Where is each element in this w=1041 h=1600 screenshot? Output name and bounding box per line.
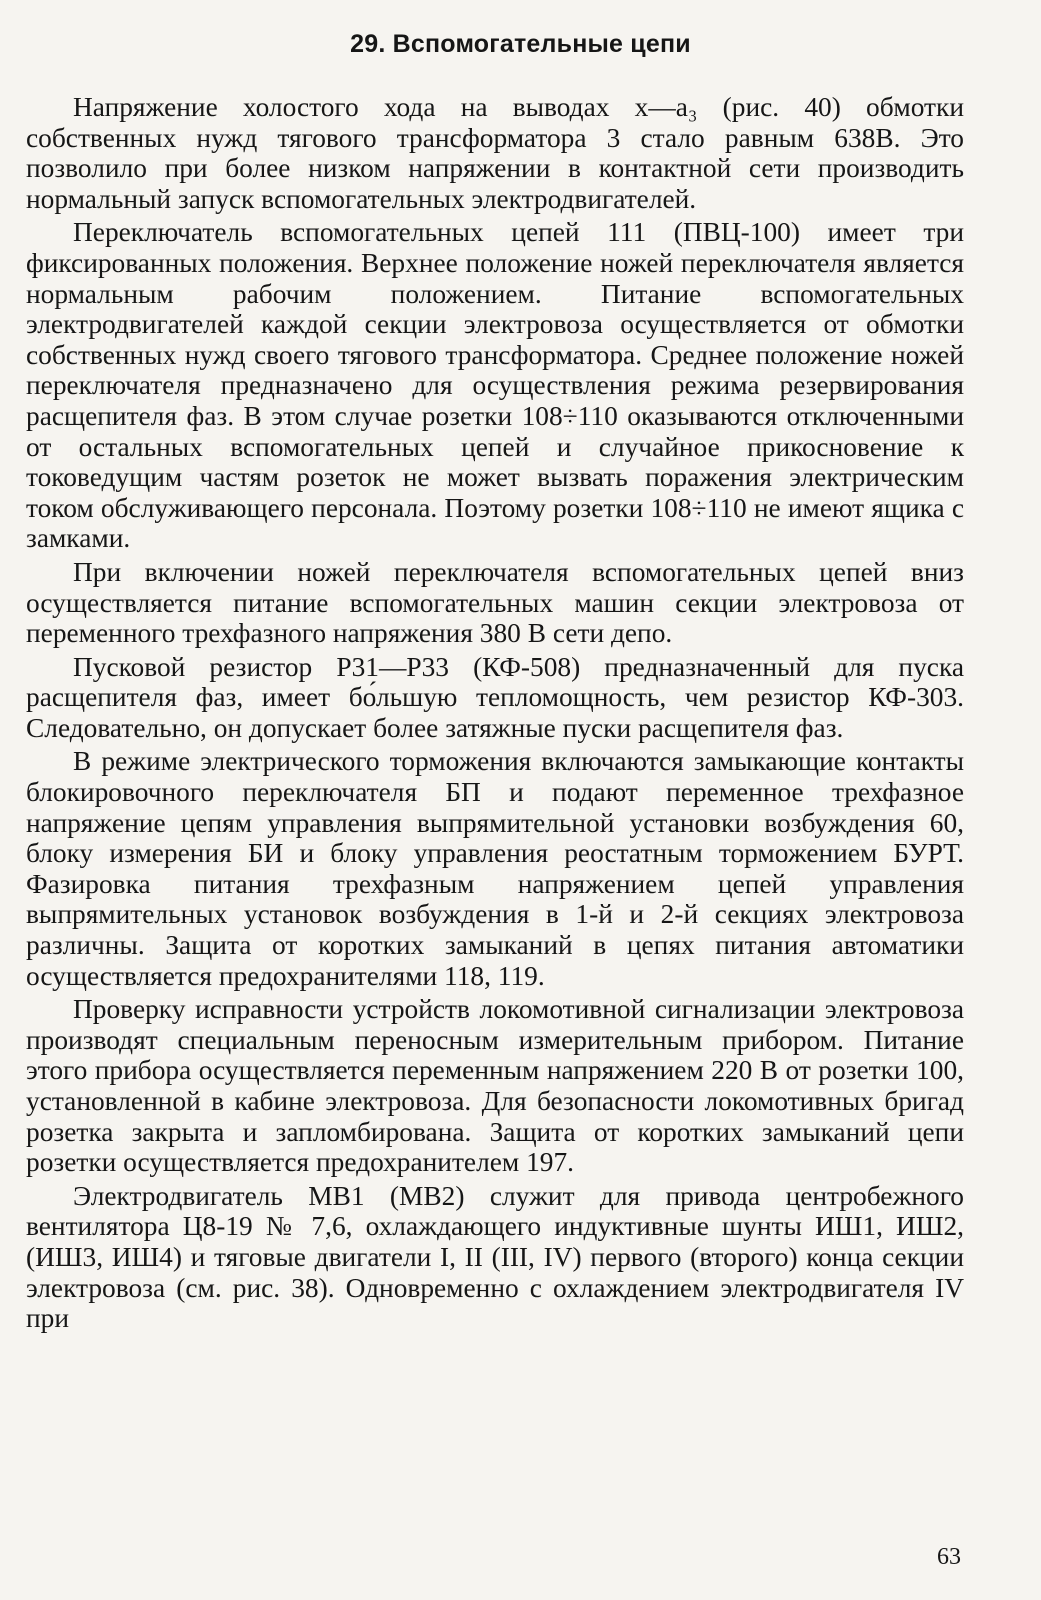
paragraph: Электродвигатель МВ1 (МВ2) служит для привода центробежного вентилятора Ц8-19 № 7,6, охлаждающего индуктивные шунты ИШ1, ИШ2, (ИШ3, ИШ4) и тяговые двигатели I, II (III, IV) первого (второго) конца секции электровоза (см. рис. 38). Одновременно с охлаждением электродвигателя IV при (26, 1180, 964, 1334)
page-number: 63 (937, 1544, 961, 1570)
paragraph: Пусковой резистор Р31—Р33 (КФ-508) предназначенный для пуска расщепителя фаз, имеет бо́льшую тепломощность, чем резистор КФ-303. Следовательно, он допускает более затяжные пуски расщепителя фаз. (26, 651, 964, 743)
paragraph: Проверку исправности устройств локомотивной сигнализации электровоза производят специальным переносным измерительным прибором. Питание этого прибора осуществляется переменным напряжением 220 В от розетки 100, установленной в кабине электровоза. Для безопасности локомотивных бригад розетка закрыта и запломбирована. Защита от коротких замыканий цепи розетки осуществляется предохранителем 197. (26, 994, 964, 1178)
paragraph: Переключатель вспомогательных цепей 111 (ПВЦ-100) имеет три фиксированных положения. Верхнее положение ножей переключателя является нормальным рабочим положением. Питание вспомогательных электродвигателей каждой секции электровоза осуществляется от обмотки собственных нужд своего тягового трансформатора. Среднее положение ножей переключателя предназначено для осуществления режима резервирования расщепителя фаз. В этом случае розетки 108÷110 оказываются отключенными от остальных вспомогательных цепей и случайное прикосновение к токоведущим частям розеток не может вызвать поражения электрическим током обслуживающего персонала. Поэтому розетки 108÷110 не имеют ящика с замками. (26, 217, 964, 554)
paragraph: В режиме электрического торможения включаются замыкающие контакты блокировочного переключателя БП и подают переменное трехфазное напряжение цепям управления выпрямительной установки возбуждения 60, блоку измерения БИ и блоку управления реостатным торможением БУРТ. Фазировка питания трехфазным напряжением цепей управления выпрямительных установок возбуждения в 1-й и 2-й секциях электровоза различны. Защита от коротких замыканий в цепях питания автоматики осуществляется предохранителями 118, 119. (26, 746, 964, 991)
paragraph: Напряжение холостого хода на выводах x—a₃ (рис. 40) обмотки собственных нужд тягового трансформатора 3 стало равным 638В. Это позволило при более низком напряжении в контактной сети производить нормальный запуск вспомогательных электродвигателей. (26, 92, 964, 214)
section-heading: 29. Вспомогательные цепи (350, 30, 691, 58)
body-text (26, 92, 964, 1337)
paragraph: При включении ножей переключателя вспомогательных цепей вниз осуществляется питание вспомогательных машин секции электровоза от переменного трехфазного напряжения 380 В сети депо. (26, 556, 964, 649)
